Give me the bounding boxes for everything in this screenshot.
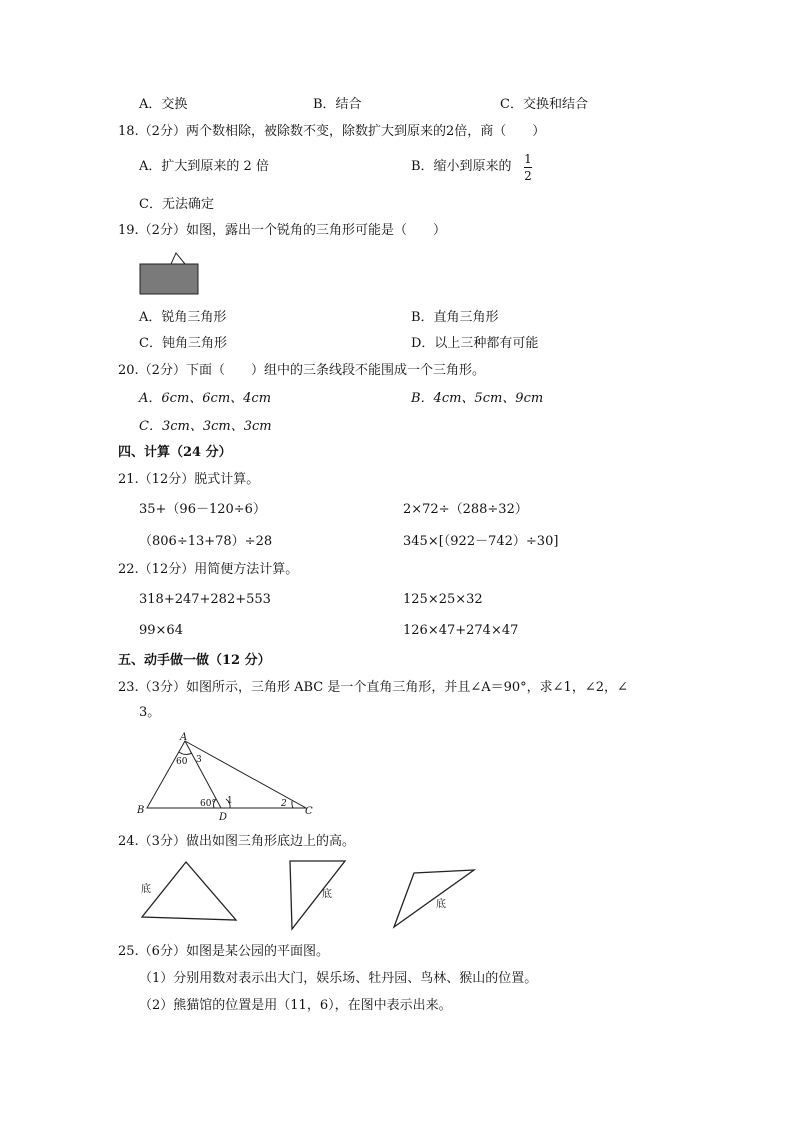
angle-label-2: 2: [281, 799, 287, 809]
q20-stem: 20.（2分）下面（ ）组中的三条线段不能围成一个三角形。: [118, 363, 485, 378]
q22-expr-4: 126×47+274×47: [403, 623, 519, 638]
base-label-2: 底: [322, 889, 332, 900]
vertex-label-d: D: [219, 812, 228, 823]
q25-part-1: （1）分别用数对表示出大门，娱乐场、牡丹园、鸟林、猴山的位置。: [139, 971, 538, 986]
fraction-numerator: 1: [524, 152, 532, 166]
q22-expr-2: 125×25×32: [403, 592, 483, 607]
q17-option-a: A．交换: [139, 97, 188, 112]
q25-stem: 25.（6分）如图是某公园的平面图。: [118, 944, 329, 959]
base-label-1: 底: [141, 884, 151, 895]
base-label-3: 底: [436, 899, 446, 910]
triangle-3: [394, 870, 474, 927]
q22-stem: 22.（12分）用简便方法计算。: [118, 562, 299, 577]
q23-stem-line-1: 23.（3分）如图所示，三角形 ABC 是一个直角三角形，并且∠A＝90°，求∠1，∠2，∠: [118, 680, 628, 695]
angle-label-d-60: 60°: [200, 799, 216, 809]
q21-expr-1: 35+（96－120÷6）: [139, 502, 266, 517]
q19-option-d: D．以上三种都有可能: [411, 336, 539, 351]
q19-option-b: B．直角三角形: [411, 310, 499, 325]
q20-option-c: C．3cm、3cm、3cm: [139, 419, 272, 434]
section-4-title: 四、计算（24 分）: [118, 445, 232, 460]
q20-option-b: B．4cm、5cm、9cm: [411, 391, 544, 406]
fraction-denominator: 2: [524, 169, 532, 183]
q17-option-b: B．结合: [313, 97, 362, 112]
angle-label-3: 3: [196, 755, 202, 765]
q19-option-a: A．锐角三角形: [139, 310, 227, 325]
q23-stem-line-2: 3。: [139, 705, 161, 720]
q18-option-c: C．无法确定: [139, 197, 214, 212]
vertex-label-a: A: [180, 732, 188, 743]
q22-expr-3: 99×64: [139, 623, 183, 638]
q19-option-c: C．钝角三角形: [139, 336, 227, 351]
q24-stem: 24.（3分）做出如图三角形底边上的高。: [118, 834, 355, 849]
triangle-1: [142, 862, 236, 920]
angle-label-a-60: 60: [176, 757, 188, 767]
q21-expr-3: （806÷13+78）÷28: [139, 534, 273, 549]
q25-part-2: （2）熊猫馆的位置是用（11，6），在图中表示出来。: [139, 998, 452, 1013]
angle-label-1: 1: [227, 796, 233, 806]
q21-stem: 21.（12分）脱式计算。: [118, 472, 260, 487]
q22-expr-1: 318+247+282+553: [139, 592, 271, 607]
q18-option-a: A．扩大到原来的 2 倍: [139, 159, 269, 174]
triangle-2: [290, 861, 345, 929]
q21-expr-4: 345×[（922－742）÷30]: [403, 534, 559, 549]
q19-stem: 19.（2分）如图，露出一个锐角的三角形可能是（ ）: [118, 223, 446, 238]
q21-expr-2: 2×72÷（288÷32）: [403, 502, 528, 517]
q18-option-b: B．缩小到原来的: [411, 159, 512, 174]
section-5-title: 五、动手做一做（12 分）: [118, 653, 271, 668]
vertex-label-b: B: [137, 805, 145, 816]
q18-stem: 18.（2分）两个数相除，被除数不变，除数扩大到原来的2倍，商（ ）: [118, 124, 546, 139]
vertex-label-c: C: [305, 806, 313, 817]
q17-option-c: C．交换和结合: [500, 97, 588, 112]
q20-option-a: A．6cm、6cm、4cm: [139, 391, 272, 406]
